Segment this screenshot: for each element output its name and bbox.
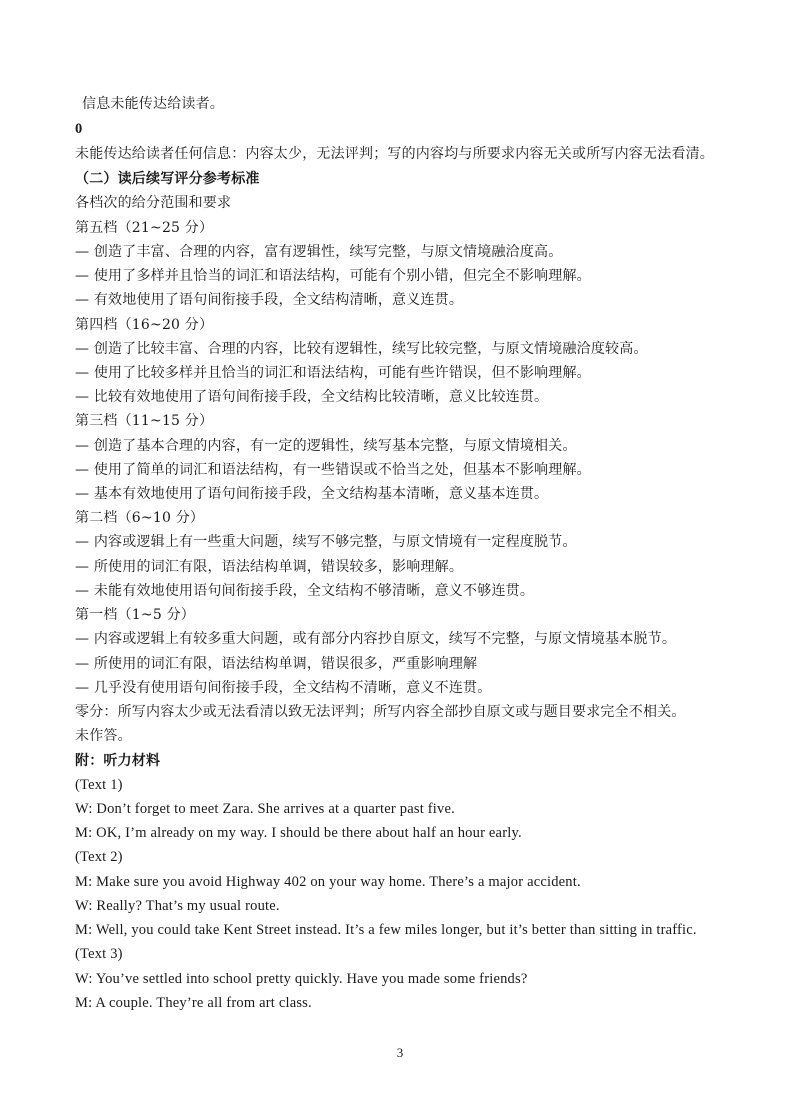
criterion-item: — 创造了比较丰富、合理的内容，比较有逻辑性，续写比较完整，与原文情境融洽度较高。 [75, 341, 648, 357]
criterion-item: — 创造了基本合理的内容，有一定的逻辑性，续写基本完整，与原文情境相关。 [75, 438, 577, 454]
grade-heading: 第四档（16~20 分） [75, 317, 214, 333]
text-line: 信息未能传达给读者。 [82, 96, 224, 112]
criterion-item: — 使用了多样并且恰当的词汇和语法结构，可能有个别小错，但完全不影响理解。 [75, 268, 591, 284]
grade-heading: 第一档（1~5 分） [75, 607, 195, 623]
text-line: 未能传达给读者任何信息：内容太少，无法评判；写的内容均与所要求内容无关或所写内容无法看清。 [75, 146, 714, 162]
transcript-line: M: Make sure you avoid Highway 402 on your way home. There’s a major accident. [75, 874, 581, 890]
grade-heading: 第五档（21~25 分） [75, 220, 214, 236]
appendix-heading: 附：听力材料 [75, 753, 161, 769]
criterion-item: — 内容或逻辑上有较多重大问题，或有部分内容抄自原文，续写不完整，与原文情境基本脱节。 [75, 631, 677, 647]
transcript-label: (Text 2) [75, 849, 123, 865]
text-line: 各档次的给分范围和要求 [75, 195, 232, 211]
criterion-item: — 基本有效地使用了语句间衔接手段，全文结构基本清晰，意义基本连贯。 [75, 486, 549, 502]
criterion-item: — 内容或逻辑上有一些重大问题，续写不够完整，与原文情境有一定程度脱节。 [75, 534, 577, 550]
criterion-item: — 创造了丰富、合理的内容，富有逻辑性，续写完整，与原文情境融洽度高。 [75, 244, 563, 260]
criterion-item: — 比较有效地使用了语句间衔接手段，全文结构比较清晰，意义比较连贯。 [75, 389, 549, 405]
score-zero-label: 0 [75, 121, 83, 137]
transcript-line: W: You’ve settled into school pretty quickly. Have you made some friends? [75, 971, 528, 987]
transcript-line: M: A couple. They’re all from art class. [75, 995, 312, 1011]
transcript-label: (Text 1) [75, 777, 123, 793]
criterion-item: — 几乎没有使用语句间衔接手段，全文结构不清晰，意义不连贯。 [75, 680, 492, 696]
criterion-item: — 所使用的词汇有限，语法结构单调，错误较多，影响理解。 [75, 559, 464, 575]
transcript-line: M: OK, I’m already on my way. I should be there about half an hour early. [75, 825, 522, 841]
section-heading: （二）读后续写评分参考标准 [75, 171, 260, 187]
criterion-item: — 未能有效地使用语句间衔接手段，全文结构不够清晰，意义不够连贯。 [75, 583, 535, 599]
criterion-item: — 所使用的词汇有限，语法结构单调，错误很多，严重影响理解 [75, 656, 478, 672]
transcript-label: (Text 3) [75, 946, 123, 962]
criterion-item: — 使用了比较多样并且恰当的词汇和语法结构，可能有些许错误，但不影响理解。 [75, 365, 591, 381]
transcript-line: M: Well, you could take Kent Street instead. It’s a few miles longer, but it’s better than sitting in traffic. [75, 922, 697, 938]
page-number: 3 [396, 1045, 404, 1060]
grade-heading: 第三档（11~15 分） [75, 413, 214, 429]
text-line: 未作答。 [75, 728, 132, 744]
grade-heading: 第二档（6~10 分） [75, 510, 205, 526]
transcript-line: W: Really? That’s my usual route. [75, 898, 280, 914]
criterion-item: — 使用了简单的词汇和语法结构，有一些错误或不恰当之处，但基本不影响理解。 [75, 462, 591, 478]
criterion-item: — 有效地使用了语句间衔接手段，全文结构清晰，意义连贯。 [75, 292, 464, 308]
transcript-line: W: Don’t forget to meet Zara. She arrives at a quarter past five. [75, 801, 455, 817]
text-line: 零分：所写内容太少或无法看清以致无法评判；所写内容全部抄自原文或与题目要求完全不相关。 [75, 704, 686, 720]
